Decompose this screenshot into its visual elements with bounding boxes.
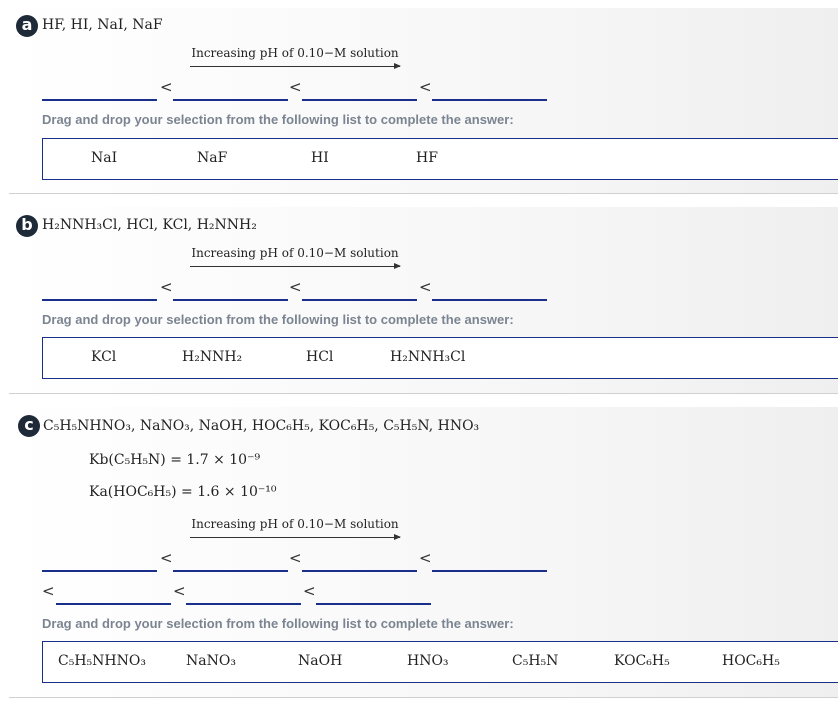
part-a-choice-hi[interactable]: HI bbox=[311, 150, 329, 166]
part-c-choice-hoc6h5[interactable]: HOC₆H₅ bbox=[722, 653, 780, 669]
part-c-slot-3[interactable] bbox=[302, 570, 417, 572]
part-a-slot-2[interactable] bbox=[173, 99, 288, 101]
part-c-choice-hno3[interactable]: HNO₃ bbox=[407, 653, 449, 669]
part-c-less-than-3: < bbox=[419, 549, 432, 567]
part-c-choice-c5h5nhno3[interactable]: C₅H₅NHNO₃ bbox=[58, 653, 146, 669]
part-c-arrow-icon bbox=[190, 537, 400, 538]
part-a-arrow-label: Increasing pH of 0.10−M solution bbox=[191, 46, 399, 60]
part-b-badge: b bbox=[16, 215, 38, 237]
part-a-arrow-icon bbox=[190, 66, 400, 67]
part-a-choice-naf[interactable]: NaF bbox=[197, 150, 228, 166]
part-c-choice-c5h5n[interactable]: C₅H₅N bbox=[512, 653, 559, 669]
part-c-ka-line: Ka(HOC₆H₅) = 1.6 × 10⁻¹⁰ bbox=[89, 484, 277, 500]
part-a-instruction: Drag and drop your selection from the following list to complete the answer: bbox=[42, 112, 514, 127]
part-b-instruction: Drag and drop your selection from the following list to complete the answer: bbox=[42, 312, 514, 327]
part-b-choice-h2nnh2[interactable]: H₂NNH₂ bbox=[182, 349, 243, 365]
part-c-less-than-2: < bbox=[289, 549, 302, 567]
part-c-slot-6[interactable] bbox=[186, 603, 301, 605]
part-b-choice-h2nnh3cl[interactable]: H₂NNH₃Cl bbox=[390, 349, 466, 365]
part-b-slot-3[interactable] bbox=[302, 299, 417, 301]
part-c-slot-1[interactable] bbox=[42, 570, 157, 572]
part-b-arrow-icon bbox=[190, 266, 400, 267]
part-a-less-than-3: < bbox=[419, 78, 432, 96]
part-b-slot-2[interactable] bbox=[173, 299, 288, 301]
part-b-title: H₂NNH₃Cl, HCl, KCl, H₂NNH₂ bbox=[42, 217, 257, 233]
part-c-choice-nano3[interactable]: NaNO₃ bbox=[186, 653, 236, 669]
part-c-less-than-5: < bbox=[173, 582, 186, 600]
part-b-less-than-3: < bbox=[419, 278, 432, 296]
part-a-badge: a bbox=[16, 15, 38, 37]
part-c-kb-line: Kb(C₅H₅N) = 1.7 × 10⁻⁹ bbox=[89, 452, 261, 468]
part-a-slot-3[interactable] bbox=[302, 99, 417, 101]
part-b-less-than-1: < bbox=[160, 278, 173, 296]
part-a-title: HF, HI, NaI, NaF bbox=[42, 17, 163, 33]
part-c-badge: c bbox=[18, 415, 40, 437]
part-a-choice-hf[interactable]: HF bbox=[416, 150, 438, 166]
part-c-choice-naoh[interactable]: NaOH bbox=[298, 653, 343, 669]
part-a-choice-list bbox=[42, 138, 838, 180]
part-c-instruction: Drag and drop your selection from the following list to complete the answer: bbox=[42, 616, 514, 631]
part-c-slot-7[interactable] bbox=[316, 603, 431, 605]
part-a-less-than-2: < bbox=[289, 78, 302, 96]
part-c-title: C₅H₅NHNO₃, NaNO₃, NaOH, HOC₆H₅, KOC₆H₅, C₅H₅N, HNO₃ bbox=[43, 418, 480, 434]
part-a-slot-1[interactable] bbox=[42, 99, 157, 101]
part-a-slot-4[interactable] bbox=[432, 99, 547, 101]
part-c-less-than-1: < bbox=[160, 549, 173, 567]
part-c-slot-2[interactable] bbox=[173, 570, 288, 572]
part-c-less-than-6: < bbox=[303, 582, 316, 600]
part-c-less-than-4: < bbox=[42, 582, 55, 600]
part-c-choice-koc6h5[interactable]: KOC₆H₅ bbox=[614, 653, 670, 669]
part-b-less-than-2: < bbox=[289, 278, 302, 296]
part-c-slot-5[interactable] bbox=[56, 603, 171, 605]
part-b-arrow-label: Increasing pH of 0.10−M solution bbox=[191, 246, 399, 260]
part-c-slot-4[interactable] bbox=[432, 570, 547, 572]
part-b-slot-4[interactable] bbox=[432, 299, 547, 301]
part-b-choice-hcl[interactable]: HCl bbox=[306, 349, 334, 365]
part-c-arrow-label: Increasing pH of 0.10−M solution bbox=[191, 517, 399, 531]
part-b-slot-1[interactable] bbox=[42, 299, 157, 301]
part-a-choice-nai[interactable]: NaI bbox=[91, 150, 118, 166]
part-b-choice-kcl[interactable]: KCl bbox=[91, 349, 117, 365]
part-a-less-than-1: < bbox=[160, 78, 173, 96]
